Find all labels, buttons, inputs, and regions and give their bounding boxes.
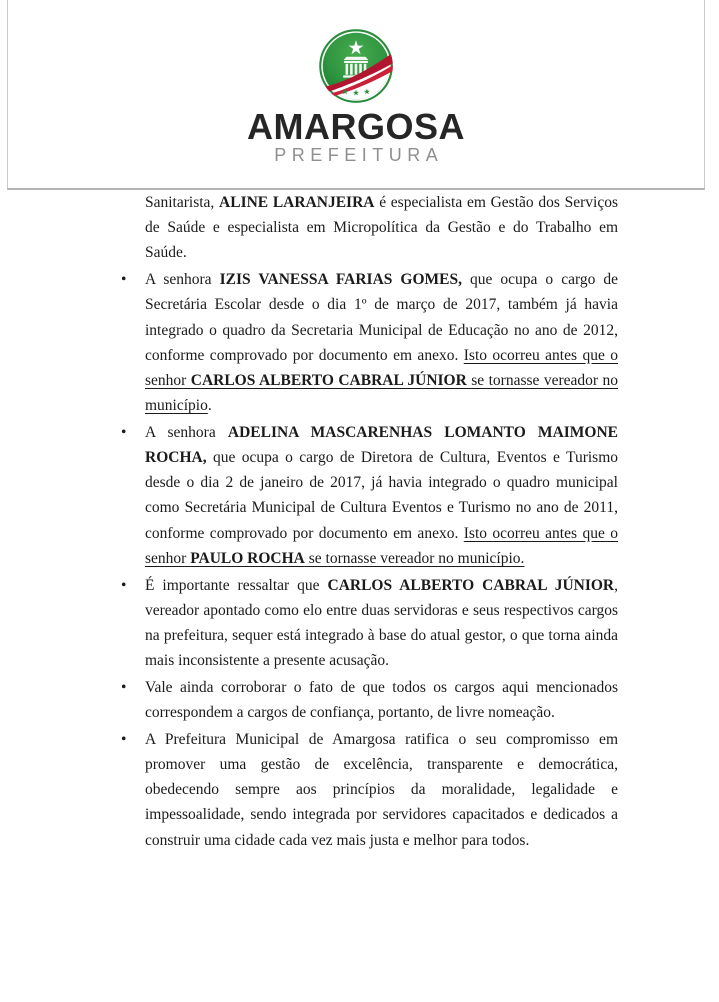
text-run: que ocupa o cargo de Diretora de Cultura, Eventos e Turismo desde o dia 2 de janeiro de 2017, já havia integrado o quadro municipal como Secretária Municipal de Cultura Eventos e Turismo no ano de 2011, conforme comprovado por documento em anexo. <box>145 449 618 542</box>
text-run: É importante ressaltar que <box>145 576 328 594</box>
text-run: é especialista em Gestão dos Serviços de Saúde e especialista em Micropolítica da Gestão e do Trabalho em Saúde. <box>145 194 618 262</box>
logo-subtitle: PREFEITURA <box>274 144 444 165</box>
text-run-underline: Isto ocorreu antes que o senhor <box>145 346 618 389</box>
bullet-paragraph <box>145 267 618 418</box>
text-run-underline: se tornasse vereador no município <box>145 371 618 415</box>
text-run-bold: CARLOS ALBERTO CABRAL JÚNIOR <box>327 576 615 594</box>
text-run: . <box>207 397 212 415</box>
document-body <box>145 190 618 854</box>
bullet-paragraph <box>145 675 618 725</box>
text-run: A Prefeitura Municipal de Amargosa ratifica o seu compromisso em promover uma gestão de excelência, transparente e democrática, obedecendo sempre aos princípios da moralidade, legalidade e impessoalidade, sendo integrada por servidores capacitados e dedicados a construir uma cidade cada vez mais justa e melhor para todos. <box>145 730 618 849</box>
paragraph-continuation <box>145 190 618 266</box>
text-run-bold-underline: CARLOS ALBERTO CABRAL JÚNIOR <box>190 371 467 389</box>
bullet-paragraph <box>145 573 618 674</box>
text-run-bold-underline: PAULO ROCHA <box>190 549 305 567</box>
text-run-bold: IZIS VANESSA FARIAS GOMES, <box>219 271 462 289</box>
logo-wordmark: AMARGOSA <box>247 106 465 147</box>
text-run: A senhora <box>145 423 228 441</box>
text-run-underline: se tornasse vereador no município. <box>304 549 525 567</box>
prefeitura-logo <box>8 29 704 164</box>
text-run-bold: ALINE LARANJEIRA <box>219 194 375 211</box>
text-run: Vale ainda corroborar o fato de que todos os cargos aqui mencionados correspondem a cargos de confiança, portanto, de livre nomeação. <box>145 678 618 722</box>
amargosa-badge-icon <box>317 29 395 105</box>
text-run-underline: Isto ocorreu antes que o senhor <box>145 524 618 567</box>
text-run: que ocupa o cargo de Secretária Escolar desde o dia 1º de março de 2017, também já havia integrado o quadro da Secretaria Municipal de Educação no ano de 2012, conforme comprovado por documento em anexo. <box>145 271 618 364</box>
text-run: , vereador apontado como elo entre duas servidoras e seus respectivos cargos na prefeitura, sequer está integrado à base do atual gestor, o que torna ainda mais inconsistente a presente acusação. <box>145 576 618 670</box>
text-run-bold: ADELINA MASCARENHAS LOMANTO MAIMONE ROCHA, <box>145 423 619 467</box>
bullet-paragraph <box>145 727 618 853</box>
text-run: Sanitarista, <box>145 194 220 211</box>
bullet-paragraph <box>145 420 618 571</box>
letterhead-box <box>7 0 705 190</box>
text-run: A senhora <box>145 271 220 289</box>
